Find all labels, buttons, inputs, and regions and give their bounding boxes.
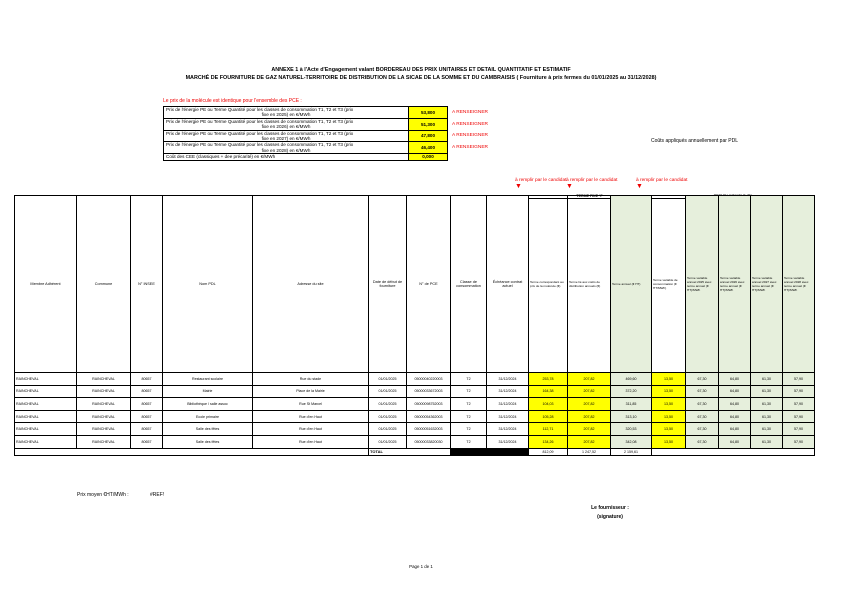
cell-distribution[interactable]: 207,82	[568, 410, 611, 423]
table-row	[15, 423, 815, 436]
cell-pce: 05000051632003	[407, 423, 451, 436]
cell-address: Rue St Marcel	[253, 398, 369, 411]
cell-var-2026: 64,80	[719, 435, 751, 448]
cell-molecule[interactable]: 134,26	[529, 435, 568, 448]
cell-distribution[interactable]: 207,82	[568, 398, 611, 411]
cell-classe: T2	[451, 385, 487, 398]
price-label: Prix de l'énergie PE ou Terme Quantité pour les classes de consommation T1, T2 et T3 (prix fixe en 2025) en €/MWh	[164, 107, 409, 119]
cell-var-2025: 67,30	[686, 385, 719, 398]
cell-date: 01/01/2025	[369, 423, 407, 436]
cell-date: 01/01/2025	[369, 435, 407, 448]
cell-pce: 05000033672003	[407, 385, 451, 398]
cell-molecule[interactable]: 253,78	[529, 373, 568, 386]
cell-var-2028: 57,90	[783, 435, 815, 448]
cell-var-2027: 61,30	[751, 435, 783, 448]
cell-distribution[interactable]: 207,82	[568, 435, 611, 448]
cell-var-2027: 61,30	[751, 423, 783, 436]
supplier-label: Le fournisseur :	[591, 505, 629, 511]
cell-insee: 80657	[131, 410, 163, 423]
cell-annual: 313,10	[611, 410, 652, 423]
price-value[interactable]: 47,800	[409, 130, 448, 142]
col-header: Terme annuel (€ HT)	[611, 196, 652, 373]
cell-annual: 311,85	[611, 398, 652, 411]
cell-var-2026: 64,80	[719, 373, 751, 386]
cell-var-2025: 67,30	[686, 410, 719, 423]
fill-arrow: à remplir par le candidat ▼	[636, 178, 688, 190]
col-header: Terme correspondant au prix de la molécule (€)	[529, 196, 568, 373]
cell-member: RAINCHEVAL	[15, 398, 77, 411]
price-value[interactable]: 53,800	[409, 107, 448, 119]
col-header: Terme variable annuel 2028 avec terme annuel (€ HT)/MWh	[783, 196, 815, 373]
price-row	[164, 130, 491, 142]
cell-commune: RAINCHEVAL	[77, 423, 131, 436]
fill-arrow: à remplir par le candidat ▼	[515, 178, 567, 190]
document-subtitle: MARCHÉ DE FOURNITURE DE GAZ NATUREL-TERRITOIRE DE DISTRIBUTION DE LA SICAE DE LA SOMME ET DU CAMBRAISIS ( Fourniture à prix fermes du 01/01/2025 au 31/12/2028)	[185, 75, 657, 81]
total-row	[15, 448, 815, 455]
cell-address: Rue d'en Haut	[253, 410, 369, 423]
cell-commune: RAINCHEVAL	[77, 385, 131, 398]
cell-insee: 80657	[131, 398, 163, 411]
cell-address: Rue d'en Haut	[253, 423, 369, 436]
col-header: Date de début de fourniture	[369, 196, 407, 373]
table-row	[15, 435, 815, 448]
cell-pdl: Restaurant scolaire	[163, 373, 253, 386]
cell-commune: RAINCHEVAL	[77, 398, 131, 411]
cell-date: 01/01/2025	[369, 410, 407, 423]
cee-row	[164, 154, 491, 160]
header-row	[15, 196, 815, 373]
cell-variable[interactable]: 13,50	[652, 435, 686, 448]
cell-molecule[interactable]: 112,71	[529, 423, 568, 436]
cell-var-2026: 64,80	[719, 423, 751, 436]
cell-annual: 320,53	[611, 423, 652, 436]
fill-note: A RENSEIGNER	[452, 133, 488, 139]
price-table	[163, 106, 491, 161]
document-title: ANNEXE 1 à l'Acte d'Engagement valant BORDEREAU DES PRIX UNITAIRES ET DETAIL QUANTITATIF ET ESTIMATIF	[271, 67, 571, 73]
col-header: Terme variable annuel 2025 avec terme annuel (€ HT)/MWh	[686, 196, 719, 373]
col-header: Échéance contrat actuel	[487, 196, 529, 373]
cell-commune: RAINCHEVAL	[77, 435, 131, 448]
cell-var-2026: 64,80	[719, 385, 751, 398]
page-number: Page 1 de 1	[409, 564, 433, 569]
cell-address: Rue d'en Haut	[253, 435, 369, 448]
col-header: Membre Adhérent	[15, 196, 77, 373]
cell-insee: 80657	[131, 373, 163, 386]
cell-pdl: Ecole primaire	[163, 410, 253, 423]
cell-var-2028: 57,90	[783, 398, 815, 411]
cell-var-2025: 67,30	[686, 398, 719, 411]
cell-date: 01/01/2025	[369, 385, 407, 398]
cell-variable[interactable]: 13,50	[652, 385, 686, 398]
cell-insee: 80657	[131, 435, 163, 448]
cell-commune: RAINCHEVAL	[77, 373, 131, 386]
group-header-fixed: TERME FIXE *F	[529, 194, 650, 199]
price-row	[164, 118, 491, 130]
fill-note: A RENSEIGNER	[452, 121, 488, 127]
cell-molecule[interactable]: 105,28	[529, 410, 568, 423]
price-label: Prix de l'énergie PE ou Terme Quantité pour les classes de consommation T1, T2 et T3 (prix fixe en 2026) en €/MWh	[164, 118, 409, 130]
table-row	[15, 385, 815, 398]
cell-echeance: 31/12/2024	[487, 423, 529, 436]
cost-note: Coûts appliqués annuellement par PDL	[651, 138, 738, 144]
cell-echeance: 31/12/2024	[487, 385, 529, 398]
signature-label: (signature)	[597, 514, 623, 520]
cell-annual: 372,20	[611, 385, 652, 398]
col-header: N° de PCE	[407, 196, 451, 373]
col-header: Terme variable annuel 2027 avec terme annuel (€ HT)/MWh	[751, 196, 783, 373]
price-label: Prix de l'énergie PE ou Terme Quantité pour les classes de consommation T1, T2 et T3 (prix fixe en 2028) en €/MWh	[164, 142, 409, 154]
cell-var-2028: 57,90	[783, 385, 815, 398]
cell-pce: 05000054362003	[407, 410, 451, 423]
cell-var-2025: 67,30	[686, 435, 719, 448]
col-header: N° INSEE	[131, 196, 163, 373]
cell-echeance: 31/12/2024	[487, 435, 529, 448]
cell-classe: T2	[451, 410, 487, 423]
cell-classe: T2	[451, 373, 487, 386]
table-row	[15, 398, 815, 411]
cell-member: RAINCHEVAL	[15, 385, 77, 398]
cell-pce: 05000098752003	[407, 398, 451, 411]
total-annual: 2 159,61	[611, 448, 652, 455]
cell-distribution[interactable]: 207,82	[568, 373, 611, 386]
cell-distribution[interactable]: 207,82	[568, 385, 611, 398]
cell-variable[interactable]: 13,50	[652, 410, 686, 423]
col-header: Commune	[77, 196, 131, 373]
cell-var-2027: 61,30	[751, 373, 783, 386]
cell-distribution[interactable]: 207,82	[568, 423, 611, 436]
col-header: Terme variable annuel 2026 avec terme annuel (€ HT)/MWh	[719, 196, 751, 373]
cell-var-2027: 61,30	[751, 398, 783, 411]
fill-note: A RENSEIGNER	[452, 109, 488, 115]
cell-var-2028: 57,90	[783, 410, 815, 423]
cell-echeance: 31/12/2024	[487, 410, 529, 423]
cell-molecule[interactable]: 104,03	[529, 398, 568, 411]
cell-var-2027: 61,30	[751, 410, 783, 423]
col-header: Nom PDL	[163, 196, 253, 373]
cell-variable[interactable]: 13,50	[652, 398, 686, 411]
table-row	[15, 410, 815, 423]
cell-annual: 342,08	[611, 435, 652, 448]
cell-date: 01/01/2025	[369, 373, 407, 386]
cell-pce: 05000040220003	[407, 373, 451, 386]
cell-date: 01/01/2025	[369, 398, 407, 411]
fill-note: A RENSEIGNER	[452, 145, 488, 151]
cee-value[interactable]: 0,000	[409, 154, 448, 160]
cell-pce: 05000033820030	[407, 435, 451, 448]
cell-classe: T2	[451, 398, 487, 411]
avg-price-label: Prix moyen €HT/MWh :	[77, 492, 129, 498]
cell-var-2027: 61,30	[751, 385, 783, 398]
col-header: Adresse du site	[253, 196, 369, 373]
total-distribution: 1 247,52	[568, 448, 611, 455]
price-value[interactable]: 46,400	[409, 142, 448, 154]
detail-table	[14, 195, 815, 456]
cell-variable[interactable]: 13,50	[652, 373, 686, 386]
total-label: TOTAL	[369, 448, 451, 455]
table-row	[15, 373, 815, 386]
cell-pdl: Mairie	[163, 385, 253, 398]
cell-annual: 469,60	[611, 373, 652, 386]
cell-commune: RAINCHEVAL	[77, 410, 131, 423]
cee-label: Coût des CEE (classiques + dee précarité) en €/MWh	[164, 154, 409, 160]
price-value[interactable]: 51,300	[409, 118, 448, 130]
cell-member: RAINCHEVAL	[15, 373, 77, 386]
avg-price-value: #REF!	[150, 492, 165, 498]
cell-var-2025: 67,30	[686, 423, 719, 436]
col-header: Terme lié aux coûts de distribution annuels (€)	[568, 196, 611, 373]
cell-var-2025: 67,30	[686, 373, 719, 386]
cell-pdl: Salle des fêtes	[163, 435, 253, 448]
cell-var-2026: 64,80	[719, 398, 751, 411]
cell-address: Place de la Mairie	[253, 385, 369, 398]
cell-insee: 80657	[131, 385, 163, 398]
price-label: Prix de l'énergie PE ou Terme Quantité pour les classes de consommation T1, T2 et T3 (prix fixe en 2027) en €/MWh	[164, 130, 409, 142]
col-header: Terme variable de consommation (€ HT/MWh)	[652, 196, 686, 373]
fill-arrow: à remplir par le candidat ▼	[566, 178, 618, 190]
cell-echeance: 31/12/2024	[487, 398, 529, 411]
total-molecule: 812,09	[529, 448, 568, 455]
cell-member: RAINCHEVAL	[15, 410, 77, 423]
cell-member: RAINCHEVAL	[15, 435, 77, 448]
col-header: Classe de consommation	[451, 196, 487, 373]
cell-address: Rue du stade	[253, 373, 369, 386]
price-row	[164, 142, 491, 154]
price-row	[164, 107, 491, 119]
price-note: Le prix de la molécule est identique pour l'ensemble des PCE :	[163, 98, 302, 104]
cell-pdl: Bibliothèque / salle assoc	[163, 398, 253, 411]
cell-pdl: Salle des fêtes	[163, 423, 253, 436]
cell-variable[interactable]: 13,50	[652, 423, 686, 436]
cell-var-2026: 64,80	[719, 410, 751, 423]
cell-molecule[interactable]: 164,38	[529, 385, 568, 398]
cell-classe: T2	[451, 435, 487, 448]
cell-var-2028: 57,90	[783, 373, 815, 386]
cell-insee: 80657	[131, 423, 163, 436]
cell-classe: T2	[451, 423, 487, 436]
cell-echeance: 31/12/2024	[487, 373, 529, 386]
cell-var-2028: 57,90	[783, 423, 815, 436]
cell-member: RAINCHEVAL	[15, 423, 77, 436]
